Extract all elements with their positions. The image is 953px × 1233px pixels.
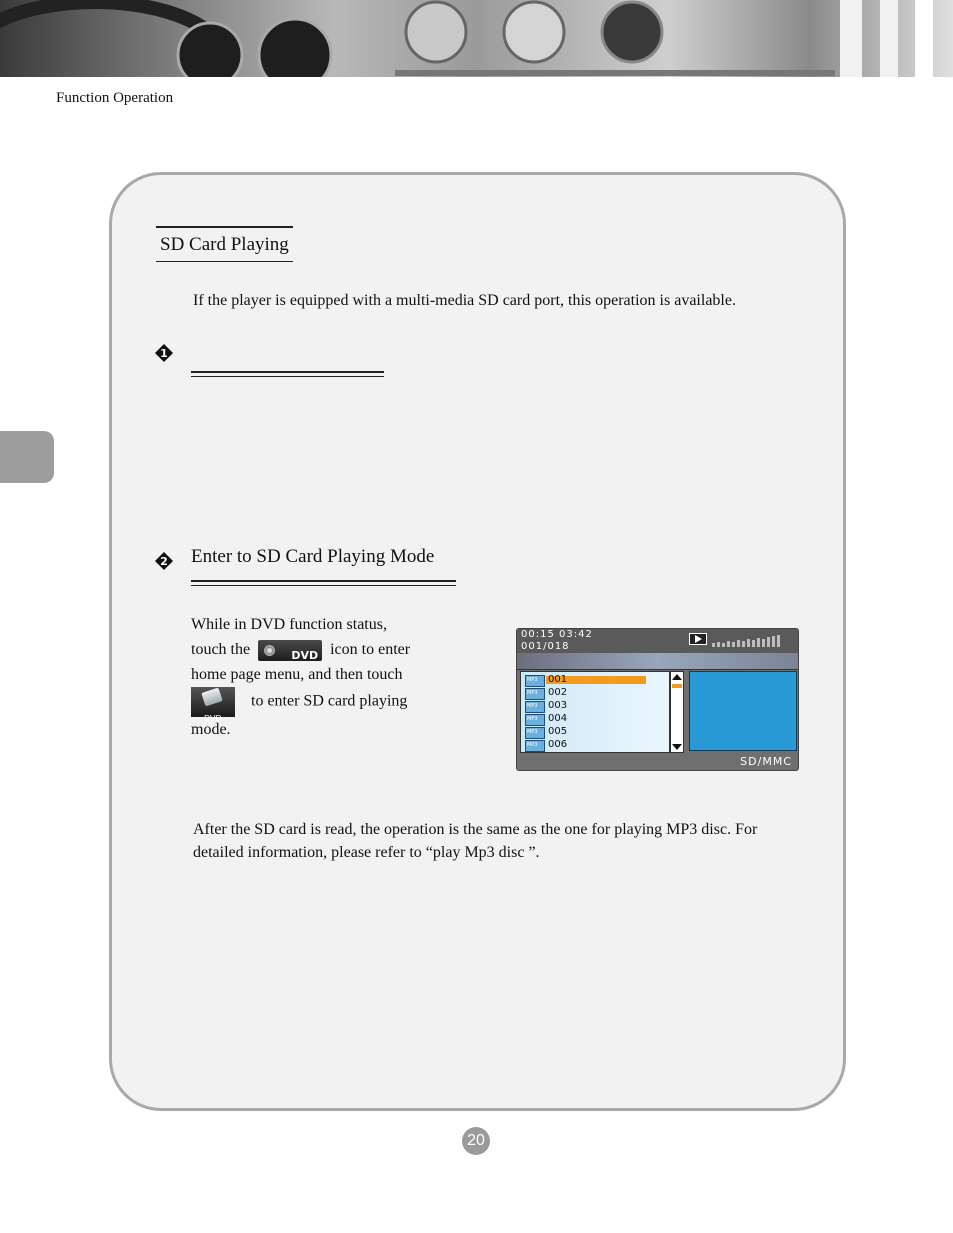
chapter-tab [0,431,54,483]
preview-pane [689,671,797,751]
step-2-marker-icon [155,552,173,570]
intro-text: If the player is equipped with a multi-media SD card port, this operation is available. [193,292,736,309]
file-list[interactable] [520,671,670,753]
instruction-line-1: While in DVD function status, [191,616,387,633]
step-1-heading-rule [191,371,384,377]
sd-card-button-icon [191,687,235,723]
instruction-line-2-pre: touch the [191,641,251,658]
step-2-heading-rule [191,580,456,586]
file-name: 006 [548,739,568,750]
file-name: 005 [548,726,568,737]
dvd-button-icon [258,640,322,661]
file-name: 002 [548,687,568,698]
instruction-line-5: mode. [191,721,231,738]
instruction-line-4-post: to enter SD card playing [251,692,408,710]
equalizer-icon [712,635,784,647]
file-item[interactable] [523,713,665,725]
sd-card-icon [201,688,222,707]
screen-status-bar [517,629,798,653]
header-banner-image [0,0,953,77]
mp3-file-icon [525,675,545,687]
scroll-up-icon[interactable] [672,674,682,680]
after-text [193,818,813,864]
instruction-line-3: home page menu, and then touch [191,666,403,683]
file-list-scrollbar[interactable] [670,671,684,753]
file-item[interactable] [523,739,665,751]
sd-mode-screen [516,628,799,771]
step-2-heading: Enter to SD Card Playing Mode [191,546,435,567]
dvd-icon-label: DVD [291,648,319,662]
sd-icon-label: DVD [204,714,222,723]
page-number: 20 [462,1127,490,1155]
instruction-line-2 [191,637,451,662]
instructions-text [191,612,451,742]
file-item[interactable] [523,674,665,686]
scroll-thumb[interactable] [672,684,682,688]
instruction-line-4 [191,687,451,723]
mp3-file-icon [525,727,545,739]
file-item[interactable] [523,700,665,712]
play-icon [689,633,707,645]
after-text-line-1: After the SD card is read, the operation is the same as the one for playing MP3 disc. For [193,821,758,838]
dashboard-photo [0,0,953,77]
mp3-file-icon [525,740,545,752]
file-item[interactable] [523,726,665,738]
file-name: 003 [548,700,568,711]
instruction-line-2-post: icon to enter [330,641,411,658]
section-label: Function Operation [56,90,174,106]
svg-text:2: 2 [160,555,168,568]
file-item[interactable] [523,687,665,699]
playback-time: 00:15 03:42 [521,629,593,640]
page-title: SD Card Playing [156,226,293,262]
scroll-down-icon[interactable] [672,744,682,750]
track-counter: 001/018 [521,641,570,652]
mp3-file-icon [525,714,545,726]
file-name: 001 [548,674,568,685]
step-1-marker-icon [155,344,173,362]
source-mode-label: SD/MMC [740,755,792,768]
mp3-file-icon [525,701,545,713]
disc-icon [264,645,275,656]
after-text-line-2: detailed information, please refer to “play Mp3 disc ”. [193,844,540,861]
screen-path-bar [517,653,798,670]
mp3-file-icon [525,688,545,700]
svg-text:1: 1 [160,347,168,360]
file-name: 004 [548,713,568,724]
